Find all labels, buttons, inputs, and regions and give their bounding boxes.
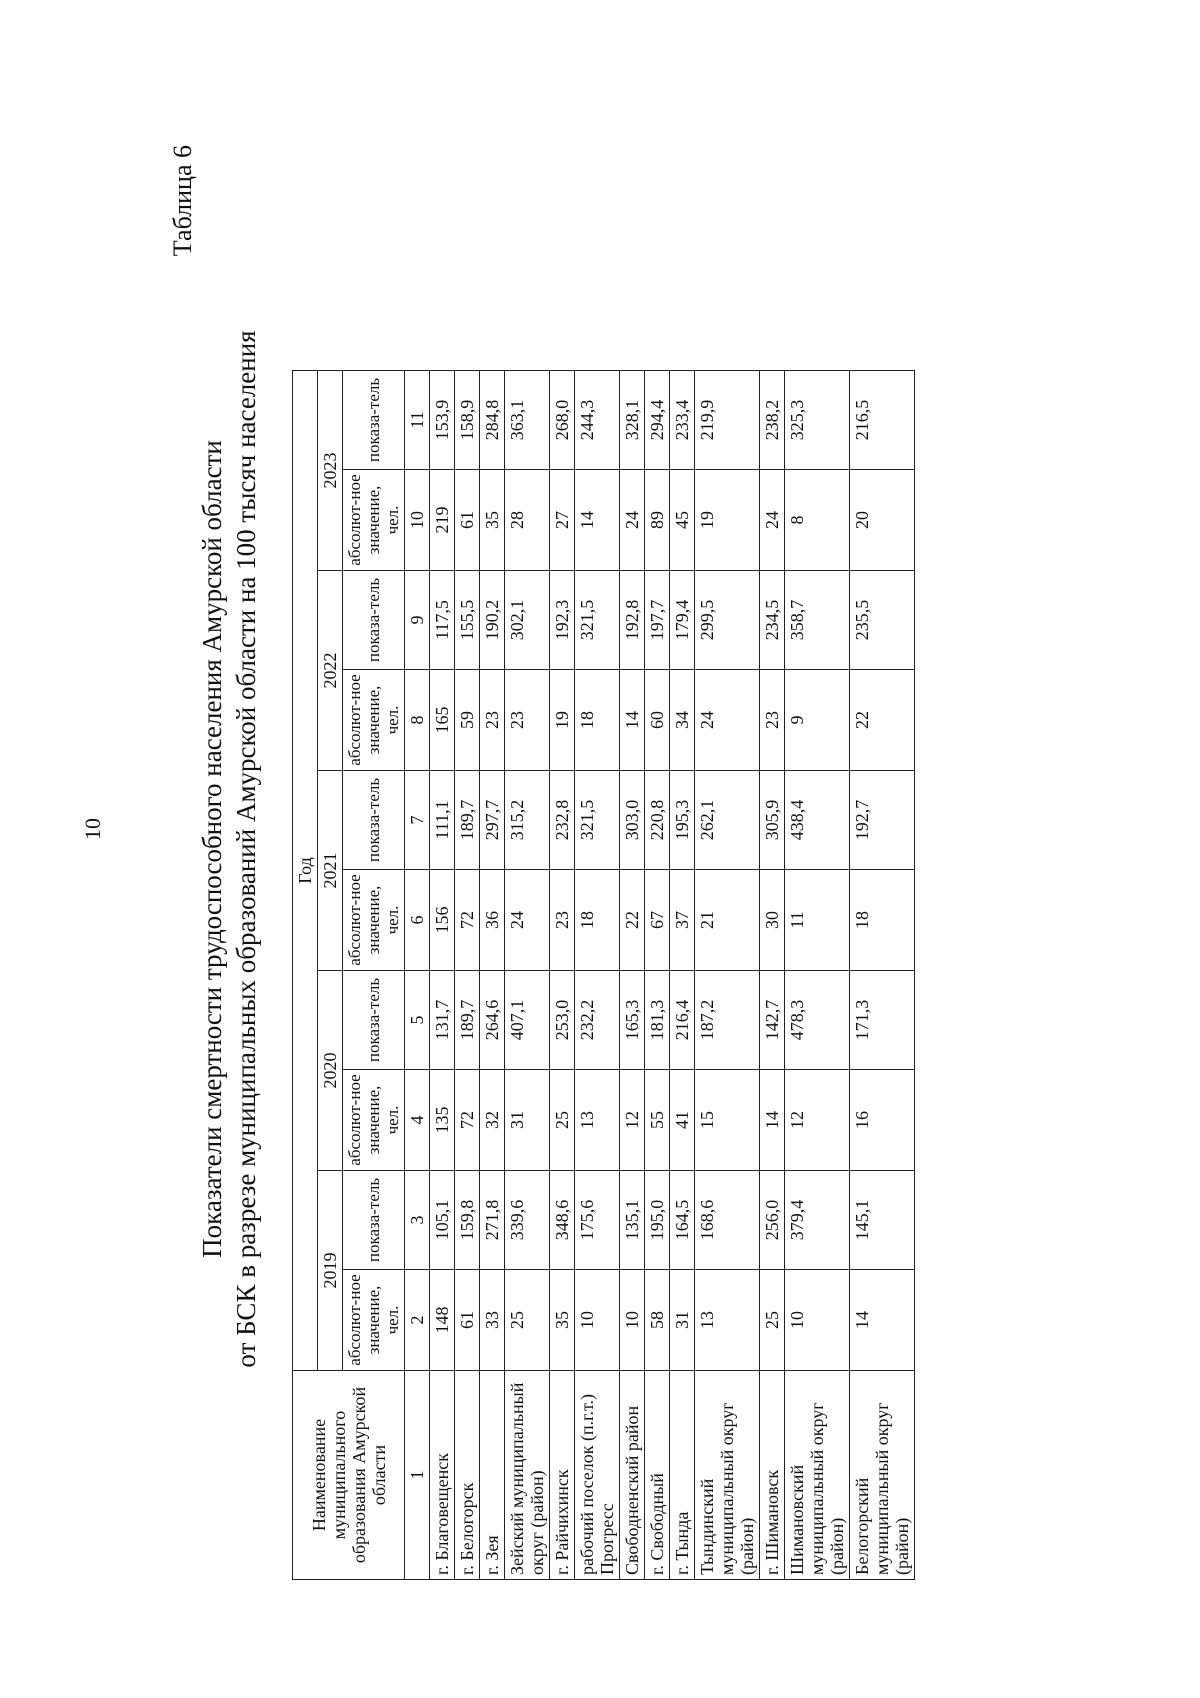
abs-value-cell: 30: [760, 870, 785, 971]
abs-value-header: абсолют-ное значение, чел.: [343, 1270, 405, 1371]
title-line-1: Показатели смертности трудоспособного населения Амурской области: [197, 440, 227, 1258]
indicator-cell: 195,3: [670, 771, 695, 870]
table-row: [785, 371, 850, 1580]
indicator-cell: 195,0: [645, 1171, 670, 1270]
indicator-cell: 216,5: [850, 371, 915, 470]
abs-value-cell: 135: [430, 1070, 455, 1171]
title-line-2: от БСК в разрезе муниципальных образований Амурской области на 100 тысяч населения: [231, 330, 261, 1368]
indicator-header: показа-тель: [343, 771, 405, 870]
municipality-name-cell: г. Шимановск: [760, 1371, 785, 1580]
abs-value-cell: 31: [505, 1070, 550, 1171]
indicator-header: показа-тель: [343, 371, 405, 470]
abs-value-header: абсолют-ное значение, чел.: [343, 870, 405, 971]
abs-value-cell: 41: [670, 1070, 695, 1171]
municipality-name-cell: Зейский муниципальный округ (район): [505, 1371, 550, 1580]
table-row: [575, 371, 620, 1580]
indicator-cell: 348,6: [550, 1171, 575, 1270]
abs-value-cell: 60: [645, 670, 670, 771]
indicator-cell: 244,3: [575, 371, 620, 470]
table-label: Таблица 6: [168, 145, 197, 257]
indicator-cell: 379,4: [785, 1171, 850, 1270]
table-row: [480, 371, 505, 1580]
abs-value-cell: 24: [695, 670, 760, 771]
abs-value-cell: 11: [785, 870, 850, 971]
indicator-cell: 233,4: [670, 371, 695, 470]
abs-value-cell: 15: [695, 1070, 760, 1171]
indicator-cell: 135,1: [620, 1171, 645, 1270]
indicator-cell: 235,5: [850, 571, 915, 670]
abs-value-cell: 24: [760, 470, 785, 571]
abs-value-cell: 28: [505, 470, 550, 571]
abs-value-cell: 12: [620, 1070, 645, 1171]
abs-value-cell: 67: [645, 870, 670, 971]
abs-value-cell: 61: [455, 1270, 480, 1371]
indicator-cell: 305,9: [760, 771, 785, 870]
indicator-cell: 197,7: [645, 571, 670, 670]
indicator-cell: 264,6: [480, 971, 505, 1070]
abs-value-cell: 35: [480, 470, 505, 571]
abs-value-cell: 10: [575, 1270, 620, 1371]
indicator-cell: 187,2: [695, 971, 760, 1070]
abs-value-cell: 25: [505, 1270, 550, 1371]
abs-value-cell: 18: [850, 870, 915, 971]
column-number: 9: [405, 571, 430, 670]
header-row-year-group: [293, 371, 318, 1580]
indicator-cell: 189,7: [455, 971, 480, 1070]
indicator-cell: 328,1: [620, 371, 645, 470]
municipality-name-cell: Свободненский район: [620, 1371, 645, 1580]
municipality-name-cell: Шимановский муниципальный округ (район): [785, 1371, 850, 1580]
indicator-cell: 220,8: [645, 771, 670, 870]
abs-value-cell: 14: [760, 1070, 785, 1171]
year-header-2021: 2021: [318, 771, 343, 971]
abs-value-cell: 89: [645, 470, 670, 571]
municipality-name-cell: г. Зея: [480, 1371, 505, 1580]
indicator-cell: 219,9: [695, 371, 760, 470]
abs-value-cell: 36: [480, 870, 505, 971]
abs-value-header: абсолют-ное значение, чел.: [343, 470, 405, 571]
indicator-cell: 339,6: [505, 1171, 550, 1270]
abs-value-cell: 59: [455, 670, 480, 771]
name-column-header: Наименование муниципального образования Амурской области: [293, 1371, 405, 1580]
indicator-cell: 168,6: [695, 1171, 760, 1270]
indicator-cell: 153,9: [430, 371, 455, 470]
indicator-cell: 438,4: [785, 771, 850, 870]
table-row: [455, 371, 480, 1580]
table-row: [850, 371, 915, 1580]
indicator-cell: 117,5: [430, 571, 455, 670]
abs-value-cell: 14: [850, 1270, 915, 1371]
page-number: 10: [80, 818, 105, 840]
municipality-name-cell: г. Белогорск: [455, 1371, 480, 1580]
indicator-cell: 268,0: [550, 371, 575, 470]
abs-value-cell: 27: [550, 470, 575, 571]
abs-value-cell: 45: [670, 470, 695, 571]
indicator-cell: 192,7: [850, 771, 915, 870]
municipality-name-cell: г. Благовещенск: [430, 1371, 455, 1580]
municipality-name-cell: г. Тында: [670, 1371, 695, 1580]
indicator-cell: 165,3: [620, 971, 645, 1070]
indicator-cell: 284,8: [480, 371, 505, 470]
indicator-cell: 315,2: [505, 771, 550, 870]
indicator-cell: 192,3: [550, 571, 575, 670]
column-number: 2: [405, 1270, 430, 1371]
indicator-cell: 232,2: [575, 971, 620, 1070]
table-row: [430, 371, 455, 1580]
municipality-name-cell: г. Райчихинск: [550, 1371, 575, 1580]
municipality-name-cell: Белогорский муниципальный округ (район): [850, 1371, 915, 1580]
abs-value-cell: 14: [620, 670, 645, 771]
abs-value-cell: 25: [760, 1270, 785, 1371]
abs-value-cell: 13: [695, 1270, 760, 1371]
abs-value-cell: 219: [430, 470, 455, 571]
indicator-cell: 142,7: [760, 971, 785, 1070]
abs-value-cell: 14: [575, 470, 620, 571]
abs-value-cell: 22: [850, 670, 915, 771]
column-number: 4: [405, 1070, 430, 1171]
table-container: [292, 370, 915, 1580]
column-number: 8: [405, 670, 430, 771]
indicator-cell: 325,3: [785, 371, 850, 470]
column-number: 11: [405, 371, 430, 470]
indicator-cell: 216,4: [670, 971, 695, 1070]
abs-value-cell: 165: [430, 670, 455, 771]
indicator-cell: 181,3: [645, 971, 670, 1070]
indicator-cell: 190,2: [480, 571, 505, 670]
abs-value-cell: 32: [480, 1070, 505, 1171]
indicator-cell: 111,1: [430, 771, 455, 870]
abs-value-cell: 148: [430, 1270, 455, 1371]
indicator-cell: 363,1: [505, 371, 550, 470]
abs-value-cell: 21: [695, 870, 760, 971]
indicator-cell: 256,0: [760, 1171, 785, 1270]
abs-value-header: абсолют-ное значение, чел.: [343, 670, 405, 771]
abs-value-cell: 22: [620, 870, 645, 971]
table-row: [695, 371, 760, 1580]
column-number: 6: [405, 870, 430, 971]
year-header-2020: 2020: [318, 971, 343, 1171]
abs-value-cell: 10: [620, 1270, 645, 1371]
abs-value-cell: 13: [575, 1070, 620, 1171]
year-header-2022: 2022: [318, 571, 343, 771]
abs-value-cell: 156: [430, 870, 455, 971]
table-row: [760, 371, 785, 1580]
indicator-cell: 192,8: [620, 571, 645, 670]
abs-value-cell: 24: [620, 470, 645, 571]
abs-value-cell: 9: [785, 670, 850, 771]
table-body: [430, 371, 915, 1580]
abs-value-cell: 23: [760, 670, 785, 771]
municipality-name-cell: рабочий поселок (п.г.т.) Прогресс: [575, 1371, 620, 1580]
abs-value-cell: 10: [785, 1270, 850, 1371]
indicator-cell: 321,5: [575, 571, 620, 670]
indicator-cell: 407,1: [505, 971, 550, 1070]
abs-value-cell: 55: [645, 1070, 670, 1171]
year-group-header: Год: [293, 371, 318, 1371]
mortality-table: [292, 370, 915, 1580]
abs-value-cell: 34: [670, 670, 695, 771]
indicator-cell: 321,5: [575, 771, 620, 870]
indicator-cell: 299,5: [695, 571, 760, 670]
indicator-cell: 232,8: [550, 771, 575, 870]
indicator-header: показа-тель: [343, 571, 405, 670]
municipality-name-cell: г. Свободный: [645, 1371, 670, 1580]
indicator-cell: 155,5: [455, 571, 480, 670]
abs-value-cell: 19: [695, 470, 760, 571]
indicator-cell: 164,5: [670, 1171, 695, 1270]
table-row: [550, 371, 575, 1580]
abs-value-cell: 19: [550, 670, 575, 771]
indicator-cell: 303,0: [620, 771, 645, 870]
column-number: 1: [405, 1371, 430, 1580]
indicator-cell: 145,1: [850, 1171, 915, 1270]
abs-value-cell: 23: [550, 870, 575, 971]
table-title: [195, 0, 263, 1698]
table-row: [505, 371, 550, 1580]
table-row: [620, 371, 645, 1580]
abs-value-cell: 23: [480, 670, 505, 771]
column-number-row: [405, 371, 430, 1580]
column-number: 7: [405, 771, 430, 870]
indicator-cell: 297,7: [480, 771, 505, 870]
abs-value-cell: 72: [455, 870, 480, 971]
indicator-cell: 159,8: [455, 1171, 480, 1270]
abs-value-cell: 20: [850, 470, 915, 571]
indicator-cell: 179,4: [670, 571, 695, 670]
indicator-header: показа-тель: [343, 1171, 405, 1270]
column-number: 3: [405, 1171, 430, 1270]
abs-value-header: абсолют-ное значение, чел.: [343, 1070, 405, 1171]
indicator-cell: 238,2: [760, 371, 785, 470]
abs-value-cell: 31: [670, 1270, 695, 1371]
abs-value-cell: 58: [645, 1270, 670, 1371]
indicator-cell: 158,9: [455, 371, 480, 470]
year-header-2023: 2023: [318, 371, 343, 571]
indicator-cell: 478,3: [785, 971, 850, 1070]
indicator-cell: 189,7: [455, 771, 480, 870]
indicator-cell: 271,8: [480, 1171, 505, 1270]
abs-value-cell: 72: [455, 1070, 480, 1171]
column-number: 10: [405, 470, 430, 571]
abs-value-cell: 25: [550, 1070, 575, 1171]
abs-value-cell: 24: [505, 870, 550, 971]
indicator-cell: 294,4: [645, 371, 670, 470]
indicator-cell: 175,6: [575, 1171, 620, 1270]
abs-value-cell: 16: [850, 1070, 915, 1171]
indicator-cell: 253,0: [550, 971, 575, 1070]
indicator-cell: 302,1: [505, 571, 550, 670]
indicator-cell: 105,1: [430, 1171, 455, 1270]
indicator-cell: 262,1: [695, 771, 760, 870]
column-number: 5: [405, 971, 430, 1070]
abs-value-cell: 23: [505, 670, 550, 771]
abs-value-cell: 18: [575, 870, 620, 971]
indicator-header: показа-тель: [343, 971, 405, 1070]
year-header-2019: 2019: [318, 1171, 343, 1371]
abs-value-cell: 35: [550, 1270, 575, 1371]
abs-value-cell: 12: [785, 1070, 850, 1171]
abs-value-cell: 33: [480, 1270, 505, 1371]
table-row: [645, 371, 670, 1580]
abs-value-cell: 37: [670, 870, 695, 971]
indicator-cell: 358,7: [785, 571, 850, 670]
table-row: [670, 371, 695, 1580]
abs-value-cell: 61: [455, 470, 480, 571]
indicator-cell: 234,5: [760, 571, 785, 670]
abs-value-cell: 18: [575, 670, 620, 771]
indicator-cell: 131,7: [430, 971, 455, 1070]
municipality-name-cell: Тындинский муниципальный округ (район): [695, 1371, 760, 1580]
abs-value-cell: 8: [785, 470, 850, 571]
indicator-cell: 171,3: [850, 971, 915, 1070]
